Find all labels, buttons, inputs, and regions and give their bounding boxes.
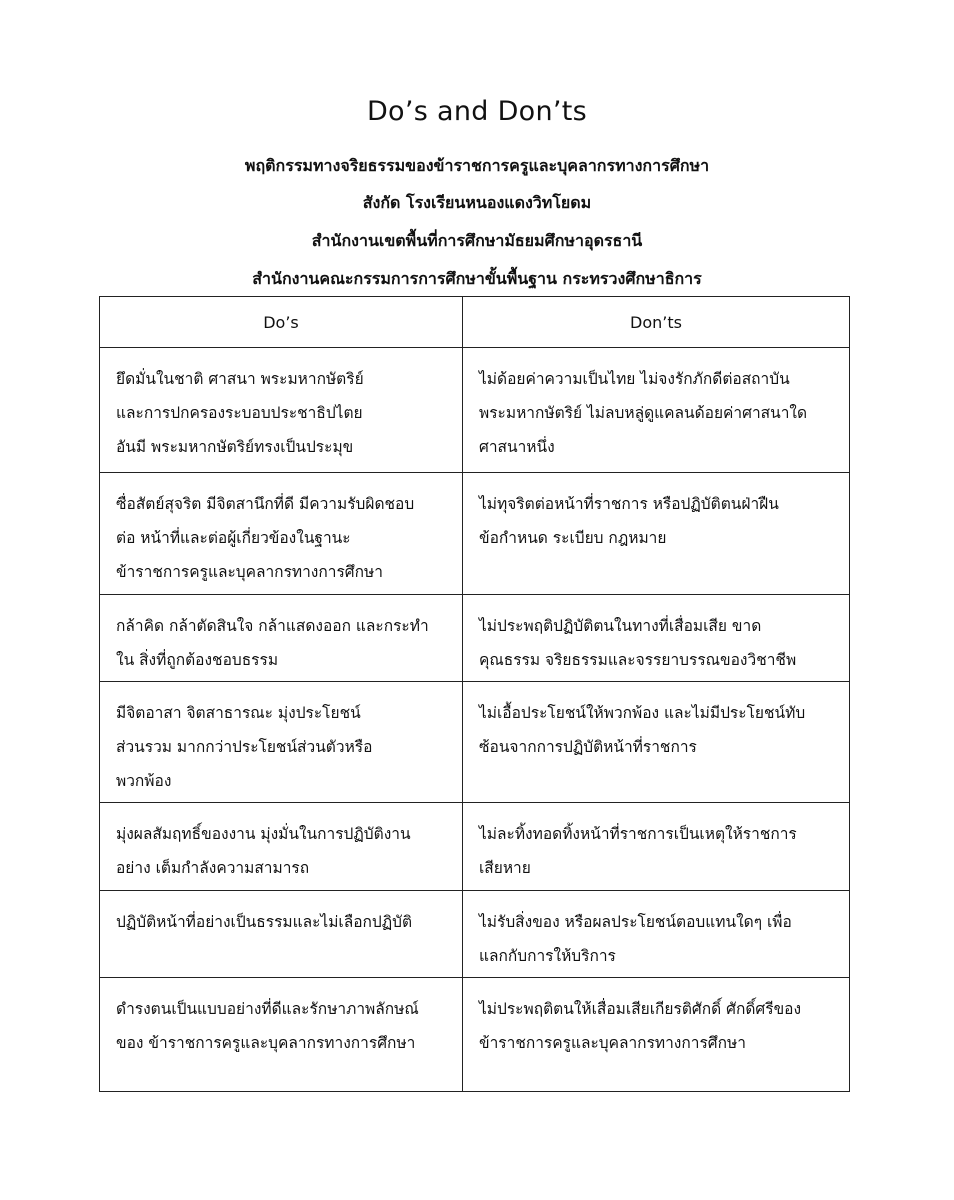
table-row [100,595,850,682]
dos-column-header: Do’s [100,297,463,348]
cell-line: ข้อกำหนด ระเบียบ กฎหมาย [479,529,667,547]
cell-line: แลกกับการให้บริการ [479,947,616,965]
cell-line: ของ ข้าราชการครูและบุคลากรทางการศึกษา [116,1034,416,1052]
donts-cell [463,473,850,595]
cell-line: กล้าคิด กล้าตัดสินใจ กล้าแสดงออก และกระทำ [116,617,429,635]
cell-line: ซ้อนจากการปฏิบัติหน้าที่ราชการ [479,738,697,756]
donts-cell [463,891,850,978]
subtitle-line-3: สำนักงานเขตพื้นที่การศึกษามัธยมศึกษาอุดรธานี [311,231,643,250]
cell-line: เสียหาย [479,859,531,877]
dos-and-donts-table [99,296,850,1092]
table-header-row [100,297,850,348]
cell-line: ข้าราชการครูและบุคลากรทางการศึกษา [116,563,383,581]
cell-line: ซื่อสัตย์สุจริต มีจิตสานึกที่ดี มีความรับผิดชอบ [116,495,415,513]
dos-cell [100,978,463,1092]
cell-line: ข้าราชการครูและบุคลากรทางการศึกษา [479,1034,746,1052]
cell-line: ไม่เอื้อประโยชน์ให้พวกพ้อง และไม่มีประโยชน์ทับ [479,704,806,722]
dos-cell [100,595,463,682]
cell-line: ไม่ละทิ้งทอดทิ้งหน้าที่ราชการเป็นเหตุให้ราชการ [479,825,797,843]
subtitle-line-4: สำนักงานคณะกรรมการการศึกษาขั้นพื้นฐาน กระทรวงศึกษาธิการ [252,269,702,288]
cell-line: ไม่ด้อยค่าความเป็นไทย ไม่จงรักภักดีต่อสถาบัน [479,370,790,388]
cell-line: และการปกครองระบอบประชาธิปไตย [116,404,363,422]
cell-line: ยึดมั่นในชาติ ศาสนา พระมหากษัตริย์ [116,370,364,388]
donts-cell [463,348,850,473]
cell-line: มีจิตอาสา จิตสาธารณะ มุ่งประโยชน์ [116,704,361,722]
cell-line: ใน สิ่งที่ถูกต้องชอบธรรม [116,651,279,669]
cell-line: คุณธรรม จริยธรรมและจรรยาบรรณของวิชาชีพ [479,651,797,669]
dos-cell [100,348,463,473]
cell-line: พระมหากษัตริย์ ไม่ลบหลู่ดูแคลนด้อยค่าศาสนาใด [479,404,808,422]
dos-cell [100,891,463,978]
donts-column-header: Don’ts [463,297,850,348]
table-row [100,803,850,891]
cell-line: อันมี พระมหากษัตริย์ทรงเป็นประมุข [116,438,354,456]
cell-line: อย่าง เต็มกำลังความสามารถ [116,859,310,877]
cell-line: พวกพ้อง [116,772,172,790]
donts-cell [463,682,850,803]
donts-cell [463,978,850,1092]
donts-cell [463,595,850,682]
table-row [100,891,850,978]
cell-line: ไม่รับสิ่งของ หรือผลประโยชน์ตอบแทนใดๆ เพื่อ [479,913,792,931]
donts-cell [463,803,850,891]
cell-line: ดำรงตนเป็นแบบอย่างที่ดีและรักษาภาพลักษณ์ [116,1000,419,1018]
subtitle-line-1: พฤติกรรมทางจริยธรรมของข้าราชการครูและบุคลากรทางการศึกษา [244,156,710,175]
cell-line: ไม่ประพฤติปฏิบัติตนในทางที่เสื่อมเสีย ขาด [479,617,762,635]
cell-line: ต่อ หน้าที่และต่อผู้เกี่ยวข้องในฐานะ [116,529,351,547]
cell-line: ศาสนาหนึ่ง [479,438,555,456]
cell-line: ไม่ประพฤติตนให้เสื่อมเสียเกียรติศักดิ์ ศักดิ์ศรีของ [479,1000,802,1018]
table-row [100,473,850,595]
cell-line: ปฏิบัติหน้าที่อย่างเป็นธรรมและไม่เลือกปฏิบัติ [116,913,413,931]
cell-line: ไม่ทุจริตต่อหน้าที่ราชการ หรือปฏิบัติตนฝ่าฝืน [479,495,779,513]
cell-line: มุ่งผลสัมฤทธิ์ของงาน มุ่งมั่นในการปฏิบัติงาน [116,825,411,843]
table-row [100,682,850,803]
dos-cell [100,803,463,891]
table-row [100,978,850,1092]
dos-cell [100,473,463,595]
dos-cell [100,682,463,803]
subtitle-line-2: สังกัด โรงเรียนหนองแดงวิทโยดม [362,193,592,212]
document-title: Do’s and Don’ts [366,96,588,127]
table-row [100,348,850,473]
cell-line: ส่วนรวม มากกว่าประโยชน์ส่วนตัวหรือ [116,738,373,756]
